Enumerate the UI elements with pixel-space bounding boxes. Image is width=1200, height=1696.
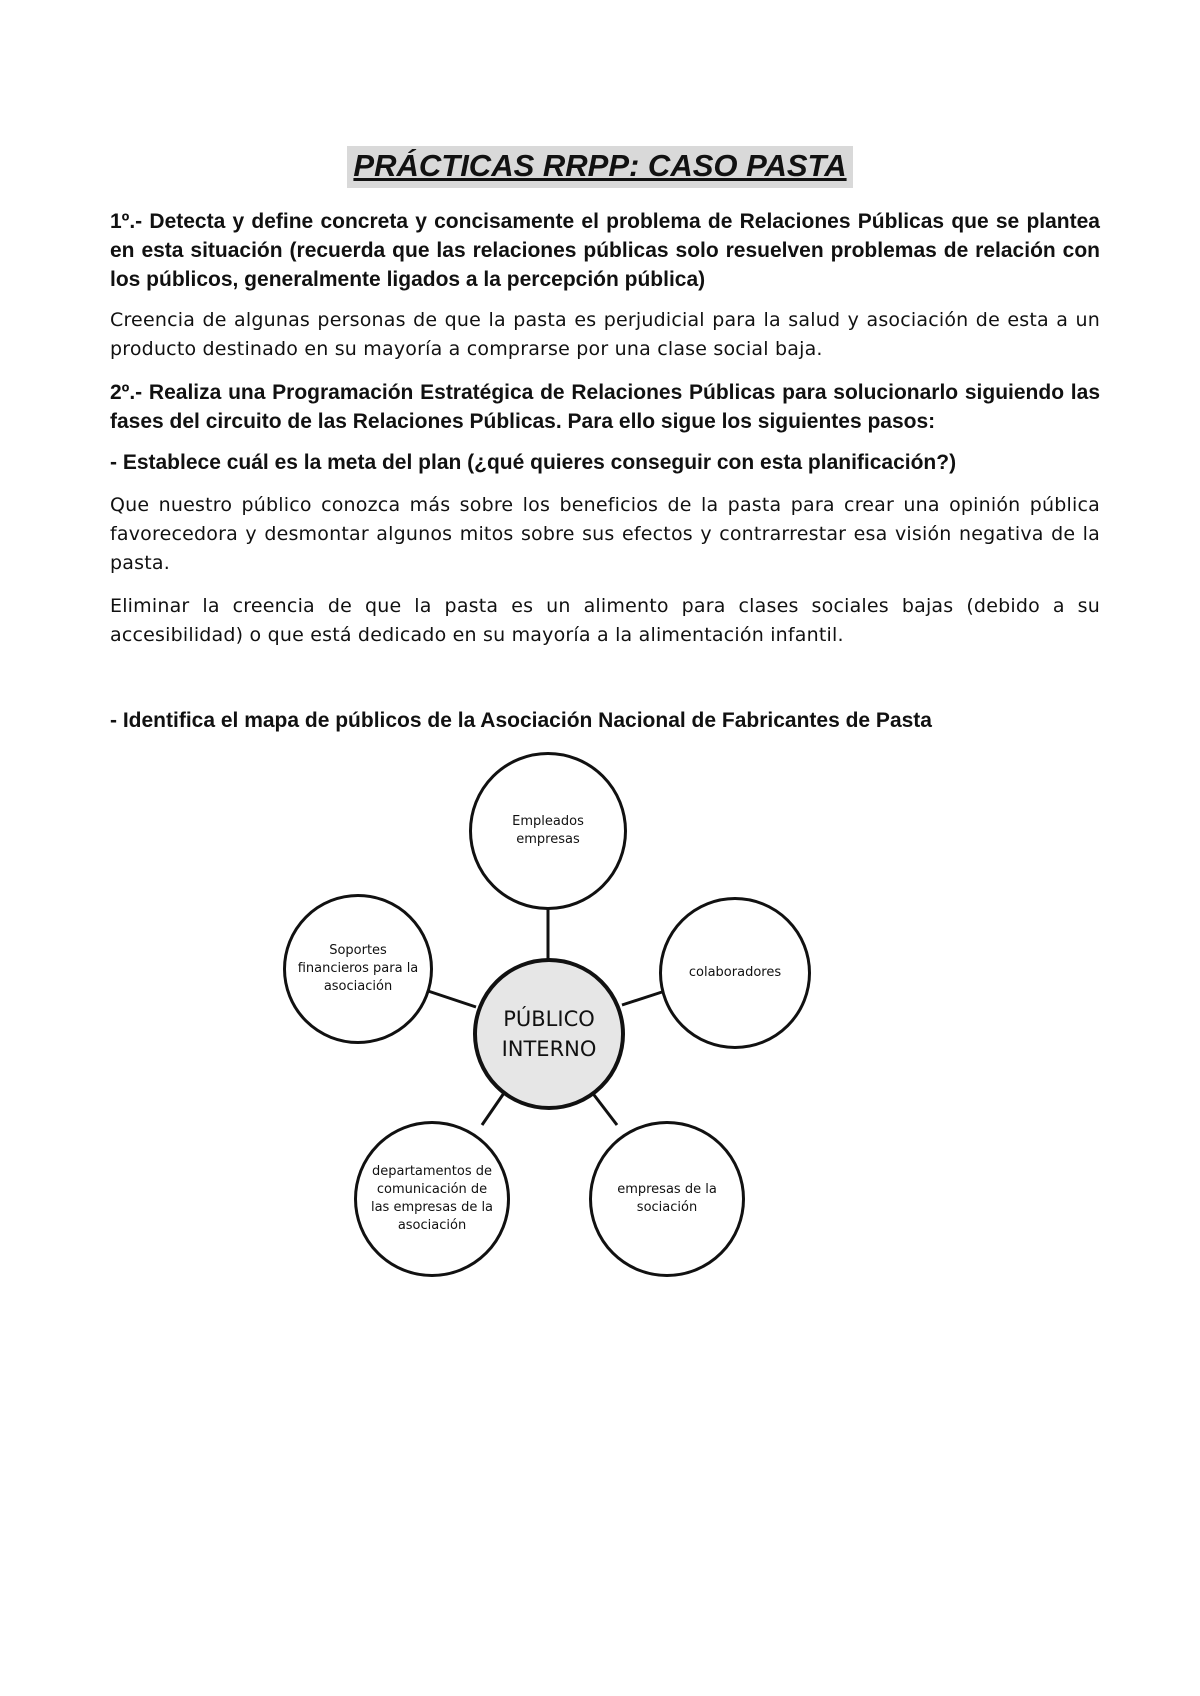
node-colaboradores	[659, 897, 811, 1049]
node-label: Empleados empresas	[512, 814, 584, 847]
center-label: PÚBLICO INTERNO	[501, 1007, 597, 1061]
node-label: colaboradores	[688, 965, 782, 980]
question-2b: - Identifica el mapa de públicos de la Asociación Nacional de Fabricantes de Pasta	[110, 709, 932, 732]
page-title: PRÁCTICAS RRPP: CASO PASTA	[347, 146, 852, 188]
connector-left	[425, 990, 476, 1007]
connector-bottom-left	[482, 1093, 504, 1125]
answer-2a-paragraph-2: Eliminar la creencia de que la pasta es un alimento para clases sociales bajas (debido a su accesibilidad) o que está dedicado en su mayoría a la alimentación infantil.	[110, 595, 1100, 646]
node-label: Soportes financieros para la asociación	[297, 943, 419, 994]
connector-right	[622, 992, 662, 1005]
connector-bottom-right	[591, 1091, 617, 1125]
node-soportes-financieros	[283, 894, 433, 1044]
node-label: empresas de la sociación	[617, 1182, 717, 1215]
node-empleados-empresas	[469, 752, 627, 910]
question-1: 1º.- Detecta y define concreta y concisamente el problema de Relaciones Públicas que se plantea en esta situación (recuerda que las relaciones públicas solo resuelven problemas de relación con los públicos, generalmente ligados a la percepción pública)	[110, 210, 1100, 291]
node-empresas-sociacion	[589, 1121, 745, 1277]
node-departamentos-comunicacion	[354, 1121, 510, 1277]
node-publico-interno	[473, 958, 625, 1110]
question-2a: - Establece cuál es la meta del plan (¿qué quieres conseguir con esta planificación?)	[110, 451, 957, 474]
question-2: 2º.- Realiza una Programación Estratégica de Relaciones Públicas para solucionarlo siguiendo las fases del circuito de las Relaciones Públicas. Para ello sigue los siguientes pasos:	[110, 381, 1100, 433]
answer-1: Creencia de algunas personas de que la pasta es perjudicial para la salud y asociación de esta a un producto destinado en su mayoría a comprarse por una clase social baja.	[110, 309, 1100, 360]
answer-2a-paragraph-1: Que nuestro público conozca más sobre los beneficios de la pasta para crear una opinión pública favorecedora y desmontar algunos mitos sobre sus efectos y contrarrestar esa visión negativa de la pasta.	[110, 494, 1100, 574]
node-label: departamentos de comunicación de las empresas de la asociación	[370, 1164, 494, 1233]
document-body	[110, 207, 1100, 749]
